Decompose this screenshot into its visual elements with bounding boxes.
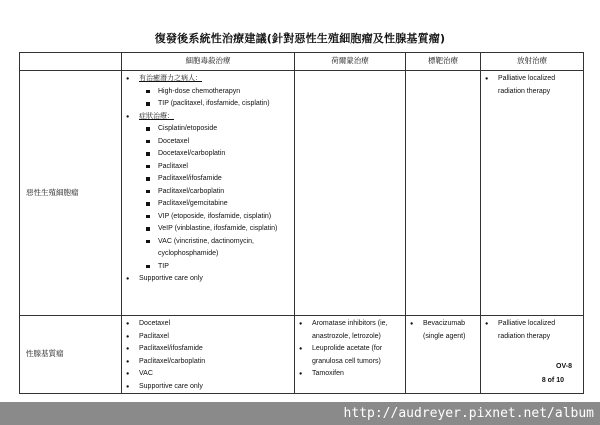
stromal-radiation-list — [481, 316, 583, 343]
header-hormone: 荷爾蒙治療 — [295, 53, 406, 71]
watermark-url: http://audreyer.pixnet.net/album — [343, 406, 594, 421]
germ-radiation-cell — [481, 71, 584, 316]
germ-radiation-list — [481, 71, 583, 98]
list-item: VAC (vincristine, dactinomycin, cyclophosphamide) — [122, 236, 294, 261]
list-item: ● Leuprolide acetate (for granulosa cell tumors) — [295, 343, 405, 368]
germ-hormone-cell — [295, 71, 406, 316]
germ-cytotoxic-cell — [122, 71, 295, 316]
list-item: ● Supportive care only — [122, 381, 294, 394]
germ-group-symptomatic: ● 症狀治療： — [122, 111, 294, 124]
list-item: ● Aromatase inhibitors (ie, anastrozole, letrozole) — [295, 318, 405, 343]
list-item: TIP — [122, 261, 294, 274]
list-item: ● Paclitaxel/carboplatin — [122, 356, 294, 369]
list-item: ● Docetaxel — [122, 318, 294, 331]
list-item: Paclitaxel/gemcitabine — [122, 198, 294, 211]
stromal-hormone-list — [295, 316, 405, 381]
stromal-row — [20, 316, 584, 394]
list-item: ● Bevacizumab (single agent) — [406, 318, 480, 343]
germ-cytotoxic-list — [122, 71, 294, 286]
header-empty — [20, 53, 122, 71]
germ-supportive-item: ● Supportive care only — [122, 273, 294, 286]
list-item: ● Paclitaxel/ifosfamide — [122, 343, 294, 356]
list-item: ● Tamoxifen — [295, 368, 405, 381]
list-item: Cisplatin/etoposide — [122, 123, 294, 136]
list-item: TIP (paclitaxel, ifosfamide, cisplatin) — [122, 98, 294, 111]
stromal-label: 性腺基質瘤 — [20, 316, 122, 394]
list-item: Docetaxel/carboplatin — [122, 148, 294, 161]
list-item: ● VAC — [122, 368, 294, 381]
page-title: 復發後系統性治療建議(針對惡性生殖細胞瘤及性腺基質瘤) — [154, 32, 446, 45]
header-radiation: 放射治療 — [481, 53, 584, 71]
list-item: ● Palliative localized radiation therapy — [481, 73, 583, 98]
stromal-targeted-list — [406, 316, 480, 343]
section-code: OV-8 — [556, 363, 572, 370]
germ-cell-row — [20, 71, 584, 316]
stromal-radiation-cell — [481, 316, 584, 394]
list-item: Paclitaxel — [122, 161, 294, 174]
watermark-bar — [0, 402, 600, 425]
list-item: ● Palliative localized radiation therapy — [481, 318, 583, 343]
list-item: Docetaxel — [122, 136, 294, 149]
list-item: VeIP (vinblastine, ifosfamide, cisplatin) — [122, 223, 294, 236]
header-row — [20, 53, 584, 71]
germ-group-curative: ● 有治癒潛力之病人： — [122, 73, 294, 86]
germ-targeted-cell — [406, 71, 481, 316]
stromal-hormone-cell — [295, 316, 406, 394]
list-item: High-dose chemotherapyn — [122, 86, 294, 99]
stromal-cytotoxic-list — [122, 316, 294, 393]
page-number: 8 of 10 — [541, 377, 564, 384]
germ-cell-label: 惡性生殖細胞瘤 — [20, 71, 122, 316]
header-cytotoxic: 細胞毒殺治療 — [122, 53, 295, 71]
list-item: Paclitaxel/carboplatin — [122, 186, 294, 199]
stromal-cytotoxic-cell — [122, 316, 295, 394]
stromal-targeted-cell — [406, 316, 481, 394]
header-targeted: 標靶治療 — [406, 53, 481, 71]
treatment-table — [19, 52, 584, 394]
list-item: ● Paclitaxel — [122, 331, 294, 344]
list-item: Paclitaxel/ifosfamide — [122, 173, 294, 186]
list-item: VIP (etoposide, ifosfamide, cisplatin) — [122, 211, 294, 224]
